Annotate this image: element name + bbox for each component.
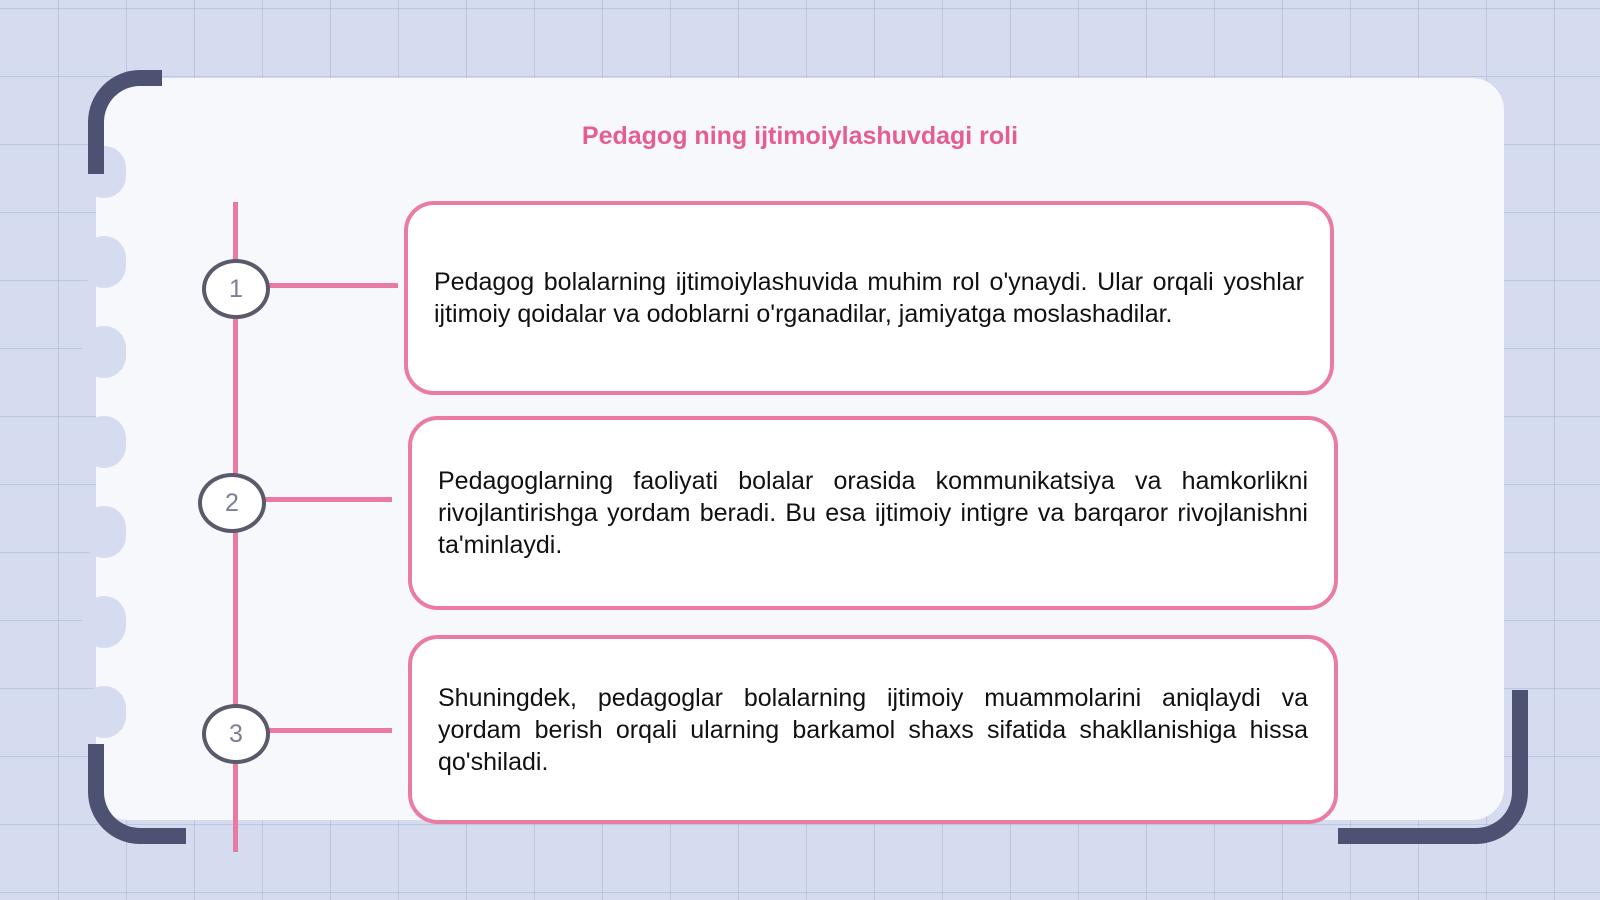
binder-hole (82, 596, 126, 648)
timeline-connector (266, 728, 392, 733)
binder-hole (82, 236, 126, 288)
step-number-badge: 3 (202, 704, 270, 764)
binder-hole (82, 416, 126, 468)
binder-hole (82, 506, 126, 558)
timeline-connector (266, 283, 398, 288)
step-card (404, 201, 1334, 395)
step-number-badge: 2 (198, 473, 266, 533)
frame-corner-bottom-left (88, 744, 186, 844)
frame-corner-bottom-right (1338, 690, 1528, 844)
step-card-text: Shuningdek, pedagoglar bolalarning ijtimoiy muammolarini aniqlaydi va yordam berish orqali ularning barkamol shaxs sifatida shakllanishiga hissa qo'shiladi. (438, 683, 1308, 776)
step-card-text: Pedagoglarning faoliyati bolalar orasida kommunikatsiya va hamkorlikni rivojlantirishga yordam beradi. Bu esa ijtimoiy intigre va barqaror rivojlanishni ta'minlaydi. (438, 467, 1308, 559)
step-number-badge: 1 (202, 259, 270, 319)
slide-title: Pedagog ning ijtimoiylashuvdagi roli (581, 122, 1019, 150)
step-card (408, 416, 1338, 610)
step-card-text: Pedagog bolalarning ijtimoiylashuvida muhim rol o'ynaydi. Ular orqali yoshlar ijtimoiy qoidalar va odoblarni o'rganadilar, jamiyatga moslashadilar. (434, 268, 1304, 328)
timeline-connector (262, 497, 392, 502)
step-card (408, 635, 1338, 824)
binder-hole (82, 326, 126, 378)
binder-hole (82, 686, 126, 738)
